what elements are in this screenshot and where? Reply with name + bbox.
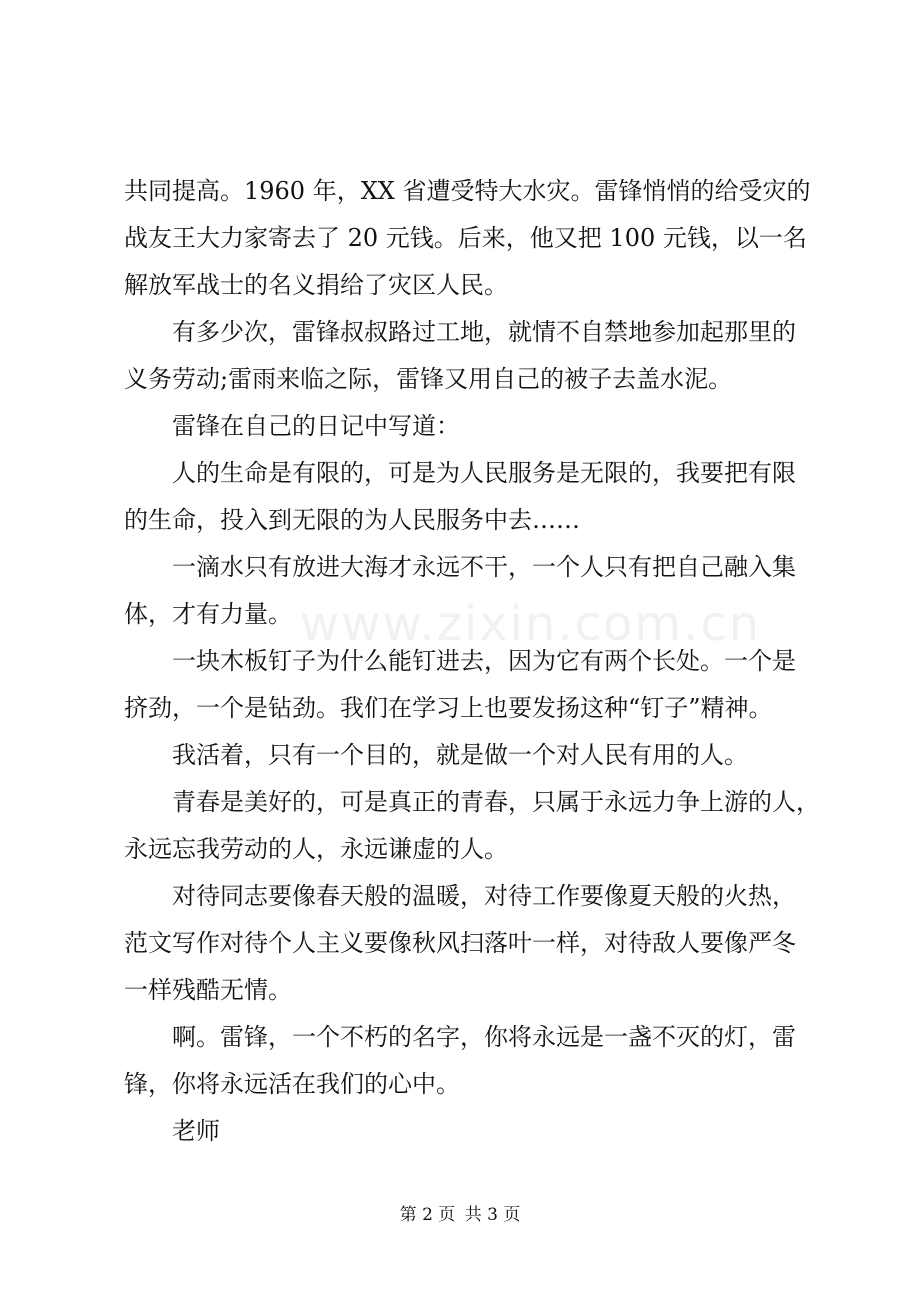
text-line: 战友王大力家寄去了 20 元钱。后来，他又把 100 元钱，以一名	[124, 224, 807, 252]
paragraph	[124, 779, 820, 873]
text-line: 体，才有力量。	[124, 600, 292, 628]
text-line: 的生命，投入到无限的为人民服务中去……	[124, 506, 580, 534]
paragraph	[124, 450, 800, 544]
text-line: 我活着，只有一个目的，就是做一个对人民有用的人。	[172, 741, 748, 769]
page-footer	[0, 1200, 920, 1225]
paragraph	[124, 1108, 800, 1155]
paragraph	[124, 309, 800, 403]
text-line: 义务劳动;雷雨来临之际，雷锋又用自己的被子去盖水泥。	[124, 365, 733, 393]
paragraph	[124, 403, 800, 450]
document-body	[124, 168, 820, 1155]
page-number: 第 2 页	[399, 1205, 456, 1225]
paragraph	[124, 544, 800, 638]
text-line: 有多少次，雷锋叔叔路过工地，就情不自禁地参加起那里的	[172, 318, 796, 346]
page-total: 共 3 页	[464, 1205, 521, 1225]
paragraph	[124, 873, 800, 1014]
text-line: 啊。雷锋，一个不朽的名字，你将永远是一盏不灭的灯，雷	[172, 1023, 796, 1051]
text-line: 雷锋在自己的日记中写道：	[172, 412, 460, 440]
paragraph	[124, 1014, 800, 1108]
paragraph	[124, 638, 800, 732]
text-line: 范文写作对待个人主义要像秋风扫落叶一样，对待敌人要像严冬	[124, 929, 796, 957]
text-line: 老师	[172, 1117, 220, 1145]
text-line: 对待同志要像春天般的温暖，对待工作要像夏天般的火热，	[172, 882, 796, 910]
text-line: 共同提高。1960 年，XX 省遭受特大水灾。雷锋悄悄的给受灾的	[124, 177, 811, 205]
text-line: 一块木板钉子为什么能钉进去，因为它有两个长处。一个是	[172, 647, 796, 675]
text-line: 一滴水只有放进大海才永远不干，一个人只有把自己融入集	[172, 553, 796, 581]
text-line: 青春是美好的，可是真正的青春，只属于永远力争上游的人，	[172, 788, 820, 816]
text-line: 永远忘我劳动的人，永远谦虚的人。	[124, 835, 508, 863]
text-line: 锋，你将永远活在我们的心中。	[124, 1070, 460, 1098]
text-line: 挤劲，一个是钻劲。我们在学习上也要发扬这种“钉子”精神。	[124, 694, 773, 722]
text-line: 一样残酷无情。	[124, 976, 292, 1004]
text-line: 解放军战士的名义捐给了灾区人民。	[124, 271, 508, 299]
paragraph	[124, 732, 800, 779]
watermark: www.zixin.com.cn	[300, 596, 762, 652]
text-line: 人的生命是有限的，可是为人民服务是无限的，我要把有限	[172, 459, 796, 487]
paragraph	[124, 168, 811, 309]
